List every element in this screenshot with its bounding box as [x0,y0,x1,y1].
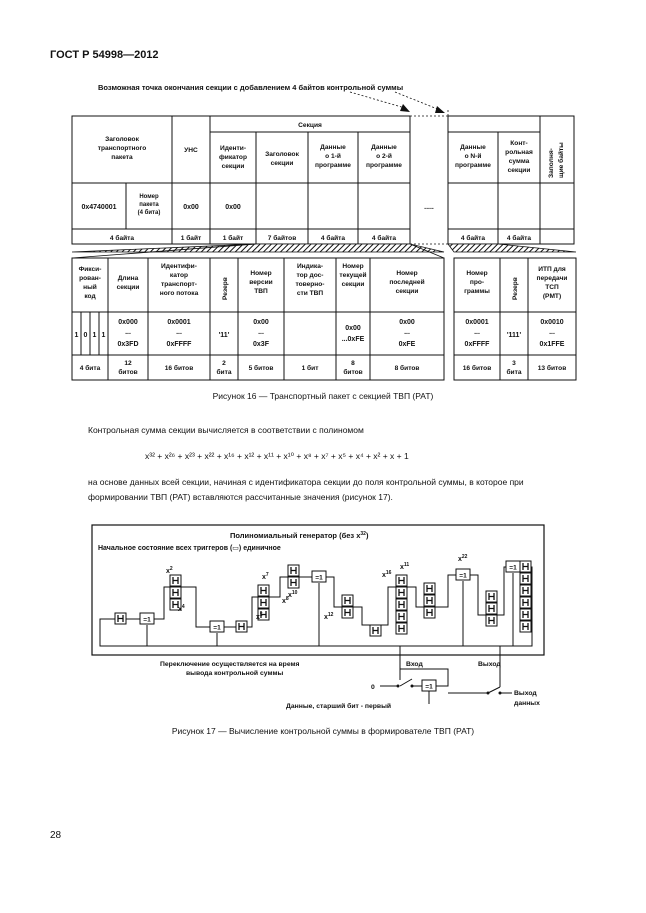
document-header: ГОСТ Р 54998—2012 [50,49,159,61]
svg-text:программе: программе [315,162,351,169]
top-table-grid [72,116,574,244]
svg-text:катор: катор [169,272,189,279]
svg-text:...: ... [176,329,182,336]
svg-text:Номер: Номер [342,263,364,270]
svg-text:x22: $x^{22}$ [458,554,468,563]
svg-text:Иденти-: Иденти- [219,145,247,152]
svg-text:(4 бита): (4 бита) [137,210,161,216]
svg-text:код: код [84,293,96,300]
svg-text:Полиномиальный генератор (без: Полиномиальный генератор (без $x^{32}$) [230,531,369,540]
svg-text:Резерв: Резерв [222,277,229,300]
data-input-label: Данные, старший бит - первый [286,703,392,710]
svg-text:1 байт: 1 байт [222,235,244,242]
svg-text:.....: ..... [424,204,434,211]
crc-polynomial: x³² + x²⁶ + x²³ + x²² + x¹⁶ + x¹² + x¹¹ + x¹⁰ + x⁸ + x⁷ + x⁵ + x⁴ + x² + x + 1 [145,451,409,461]
flip-flop-array [115,561,531,636]
svg-text:0x1FFE: 0x1FFE [539,341,565,348]
svg-text:сумма: сумма [508,158,530,165]
svg-text:x12: $x^{12}$ [324,612,334,621]
svg-text:(PMT): (PMT) [542,293,562,300]
svg-text:0x4740001: 0x4740001 [81,204,117,211]
svg-text:5 битов: 5 битов [248,365,274,372]
svg-text:ТВП: ТВП [254,288,268,295]
svg-text:транспортного: транспортного [97,145,147,152]
generator-subtitle: Начальное состояние всех триггеров ( [98,545,233,552]
svg-text:0x00: 0x00 [345,325,361,332]
svg-text:...: ... [474,329,480,336]
svg-text:Начальное состояние всех тригг: Начальное состояние всех триггеров (▭) единичное [98,545,281,552]
svg-text:граммы: граммы [464,288,490,295]
svg-text:16 битов: 16 битов [164,365,194,372]
svg-text:пакета: пакета [111,154,133,161]
svg-text:секции: секции [341,281,365,288]
svg-text:0x0010: 0x0010 [540,319,564,326]
svg-text:'11': '11' [218,332,230,339]
svg-text:секции: секции [221,163,245,170]
svg-text:0xFFFF: 0xFFFF [464,341,490,348]
svg-text:0xFE: 0xFE [398,341,416,348]
output-xor [422,680,436,691]
svg-text:x8: $x^8$ [282,596,289,605]
svg-text:Данные: Данные [460,144,486,151]
svg-text:фикатор: фикатор [219,154,247,161]
svg-text:ный: ный [83,284,97,291]
svg-text:4 байта: 4 байта [371,235,397,242]
hdr-ts-packet: Заголовок [105,136,139,143]
svg-text:товерно-: товерно- [295,281,325,288]
svg-text:битов: битов [343,369,363,376]
svg-text:'111': '111' [506,332,522,339]
svg-text:секции: секции [395,288,419,295]
svg-text:программе: программе [366,162,402,169]
svg-text:0x00: 0x00 [183,204,199,211]
svg-text:...: ... [258,329,264,336]
top-sizes-row [110,234,532,242]
svg-text:версии: версии [249,279,273,286]
svg-text:тор дос-: тор дос- [296,272,324,279]
svg-text:...: ... [549,329,555,336]
svg-text:Номер: Номер [250,270,272,277]
svg-text:...: ... [125,329,131,336]
svg-text:12: 12 [124,360,132,367]
svg-text:рован-: рован- [79,275,101,282]
svg-text:Номер: Номер [466,270,488,277]
page-number: 28 [50,830,62,841]
svg-text:x16: $x^{16}$ [382,570,392,579]
svg-text:ТСП: ТСП [545,284,559,291]
figure17-diagram: =1 Полиномиальный генератор (без $x^{32}$) Начальное состояние всех триггеров (▭) единичное $x^2$ $x^4$ $x^5$ $x^7$ $x^8$ $x^{10}$ $x^{11}$ $x^{12}$ $x^{16}$ $x^{22}$ Переключение осуществляется на время вывода контрольной суммы Вход Выход 0 Данные, старший бит - первый Выход данных [0,515,646,715]
svg-text:Номер: Номер [139,194,159,200]
svg-text:...0xFE: ...0xFE [341,336,365,343]
svg-text:передачи: передачи [536,275,568,282]
svg-text:Заголовок: Заголовок [265,151,299,158]
zero-label: 0 [371,684,375,691]
svg-text:Резерв: Резерв [512,277,519,300]
svg-text:4 бита: 4 бита [79,365,101,372]
svg-text:8: 8 [351,360,355,367]
svg-text:x5: $x^5$ [256,612,263,621]
svg-text:битов: битов [118,369,138,376]
svg-text:0x3FD: 0x3FD [117,341,139,348]
svg-text:4 байта: 4 байта [506,235,532,242]
svg-text:0x0001: 0x0001 [167,319,191,326]
svg-text:0: 0 [83,332,88,339]
figure17-caption: Рисунок 17 — Вычисление контрольной суммы в формирователе ТВП (PAT) [171,726,475,736]
switch-note: Переключение осуществляется на время [160,661,300,668]
svg-text:0x3F: 0x3F [253,341,269,348]
svg-text:Длина: Длина [117,275,139,282]
svg-text:ного потока: ного потока [159,290,199,297]
svg-text:рольная: рольная [505,149,533,156]
svg-text:4 байта: 4 байта [320,235,346,242]
svg-text:о N-й: о N-й [464,153,482,160]
svg-text:секции: секции [116,284,140,291]
generator-title: Полиномиальный генератор (без x [230,531,361,540]
svg-text:Данные: Данные [371,144,397,151]
bottom-table-grid [72,258,576,380]
figure16-note: Возможная точка окончания секции с добавлением 4 байтов контрольной суммы [98,83,404,92]
svg-text:7 байтов: 7 байтов [267,235,297,242]
svg-text:Номер: Номер [396,270,418,277]
svg-text:x2: $x^2$ [166,566,173,575]
paragraph-2: на основе данных всей секции, начиная с идентификатора секции до поля контрольной суммы, в которое при формировании ТВП (PAT) вставляются рассчитанные значения (рисунок 17). [88,477,524,502]
svg-text:секции: секции [507,167,531,174]
svg-text:8 битов: 8 битов [394,365,420,372]
svg-text:0x00: 0x00 [399,319,415,326]
svg-text:2: 2 [222,360,226,367]
svg-text:о 1-й: о 1-й [325,153,341,160]
svg-text:сти ТВП: сти ТВП [296,290,324,297]
svg-text:x4: $x^4$ [178,604,185,613]
svg-text:0xFFFF: 0xFFFF [166,341,192,348]
svg-text:0x00: 0x00 [225,204,241,211]
svg-text:0x000: 0x000 [118,319,138,326]
note-arrows [350,92,440,110]
svg-text:1: 1 [101,332,106,339]
svg-text:x11: $x^{11}$ [400,562,410,571]
svg-text:вывода контрольной суммы: вывода контрольной суммы [186,670,284,677]
svg-text:секции: секции [270,160,294,167]
svg-text:Индика-: Индика- [296,263,324,270]
input-label: Вход [406,661,423,668]
svg-text:16 битов: 16 битов [462,365,492,372]
svg-text:бита: бита [216,369,232,376]
hdr-fill-bytes: Заполня- [548,148,555,178]
polynomial-taps [166,554,468,621]
svg-text:13 битов: 13 битов [537,365,567,372]
svg-text:ИТП для: ИТП для [538,266,566,273]
program-expand-hatch [448,244,576,252]
svg-text:Данные: Данные [320,144,346,151]
svg-text:пакета: пакета [139,202,159,208]
svg-text:щие байты: щие байты [558,142,565,178]
hdr-uns: УНС [184,147,198,154]
hdr-section: Секция [298,122,322,129]
svg-text:1: 1 [92,332,97,339]
svg-text:Фикси-: Фикси- [78,266,102,273]
svg-text:x10: $x^{10}$ [288,590,298,599]
svg-text:0x0001: 0x0001 [465,319,489,326]
figure16-diagram [0,0,646,400]
svg-text:4 байта: 4 байта [109,235,135,242]
svg-text:...: ... [404,329,410,336]
svg-text:x7: $x^7$ [262,572,269,581]
svg-text:Конт-: Конт- [510,140,528,147]
svg-text:последней: последней [389,279,425,286]
svg-text:3: 3 [512,360,516,367]
svg-text:Идентифи-: Идентифи- [161,263,197,270]
svg-text:транспорт-: транспорт- [161,281,197,288]
svg-text:данных: данных [514,700,540,707]
svg-text:1: 1 [74,332,79,339]
figure16-caption: Рисунок 16 — Транспортный пакет с секцией ТВП (PAT) [212,391,434,401]
header-expand-hatch [72,244,444,252]
svg-text:бита: бита [506,369,522,376]
svg-text:о 2-й: о 2-й [376,153,392,160]
data-output-label: Выход [514,690,537,697]
svg-text:1 бит: 1 бит [301,365,319,372]
bottom-sizes-row [80,360,567,376]
svg-text:про-: про- [469,279,485,286]
svg-text:0x00: 0x00 [253,319,269,326]
svg-text:1 байт: 1 байт [180,235,202,242]
svg-text:текущей: текущей [339,272,367,279]
output-label: Выход [478,661,501,668]
svg-text:4 байта: 4 байта [460,235,486,242]
paragraph-1: Контрольная сумма секции вычисляется в соответствии с полиномом [88,425,364,435]
svg-text:программе: программе [455,162,491,169]
